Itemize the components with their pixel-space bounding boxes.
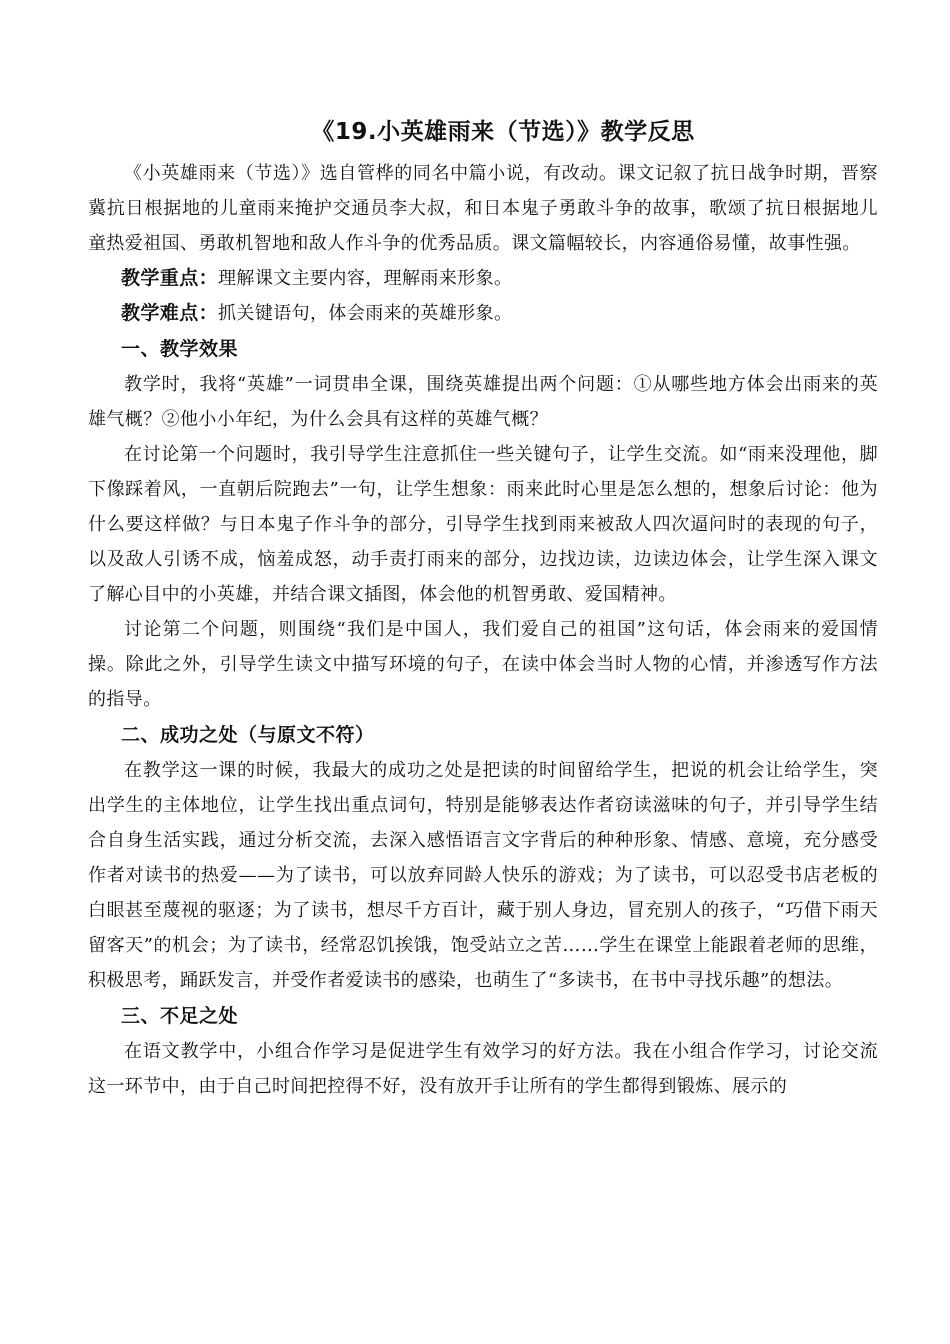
effect-paragraph-2: 在讨论第一个问题时，我引导学生注意抓住一些关键句子，让学生交流。如“雨来没理他，脚下像踩着风，一直朝后院跑去”一句，让学生想象：雨来此时心里是怎么想的，想象后讨论：他为什么要这样做？与日本鬼子作斗争的部分，引导学生找到雨来被敌人四次逼问时的表现的句子，以及敌人引诱不成，恼羞成怒，动手责打雨来的部分，边找边读，边读边体会，让学生深入课文了解心目中的小英雄，并结合课文插图，体会他的机智勇敢、爱国精神。 [88,444,878,605]
section-heading-effect: 一、教学效果 [121,338,239,360]
section-heading-success: 二、成功之处（与原文不符） [121,724,375,746]
shortcomings-paragraph-1: 在语文教学中，小组合作学习是促进学生有效学习的好方法。我在小组合作学习，讨论交流这一环节中，由于自己时间把控得不好，没有放开手让所有的学生都得到锻炼、展示的 [88,1041,878,1097]
key-point-line [88,261,878,296]
key-point-label: 教学重点： [121,267,219,289]
document-page [88,112,878,1104]
section-heading-shortcomings: 三、不足之处 [121,1005,239,1027]
effect-paragraph-1: 教学时，我将“英雄”一词贯串全课，围绕英雄提出两个问题：①从哪些地方体会出雨来的英雄气概？②他小小年纪，为什么会具有这样的英雄气概？ [88,374,878,430]
document-title: 《19.小英雄雨来（节选）》教学反思 [311,119,695,145]
intro-paragraph: 《小英雄雨来（节选）》选自管桦的同名中篇小说，有改动。课文记叙了抗日战争时期，晋察冀抗日根据地的儿童雨来掩护交通员李大叔，和日本鬼子勇敢斗争的故事，歌颂了抗日根据地儿童热爱祖国、勇敢机智地和敌人作斗争的优秀品质。课文篇幅较长，内容通俗易懂，故事性强。 [88,163,878,254]
key-point-text: 理解课文主要内容，理解雨来形象。 [218,268,513,289]
difficult-point-line [88,296,878,331]
difficult-point-text: 抓关键语句，体会雨来的英雄形象。 [218,303,513,324]
success-paragraph-1: 在教学这一课的时候，我最大的成功之处是把读的时间留给学生，把说的机会让给学生，突出学生的主体地位，让学生找出重点词句，特别是能够表达作者窃读滋味的句子，并引导学生结合自身生活实践，通过分析交流，去深入感悟语言文字背后的种种形象、情感、意境，充分感受作者对读书的热爱——为了读书，可以放弃同龄人快乐的游戏；为了读书，可以忍受书店老板的白眼甚至蔑视的驱逐；为了读书，想尽千方百计，藏于别人身边，冒充别人的孩子，“巧借下雨天留客天”的机会；为了读书，经常忍饥挨饿，饱受站立之苦……学生在课堂上能跟着老师的思维，积极思考，踊跃发言，并受作者爱读书的感染，也萌生了“多读书，在书中寻找乐趣”的想法。 [88,760,878,991]
difficult-point-label: 教学难点： [121,302,219,324]
effect-paragraph-3: 讨论第二个问题，则围绕“我们是中国人，我们爱自己的祖国”这句话，体会雨来的爱国情操。除此之外，引导学生读文中描写环境的句子，在读中体会当时人物的心情，并渗透写作方法的指导。 [88,619,878,710]
